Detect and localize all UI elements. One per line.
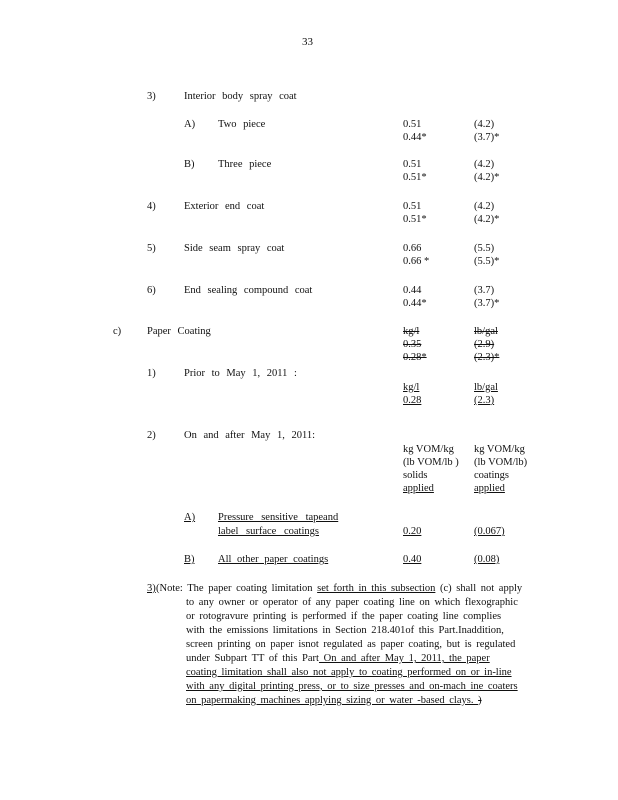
limit-value: 0.28 bbox=[403, 395, 422, 406]
note-text: On and after May 1, 2011, the paper bbox=[318, 653, 490, 664]
header-line: applied bbox=[403, 483, 434, 494]
limit-value: 0.51 bbox=[403, 201, 422, 212]
subitem-label-cont: label surface coatings bbox=[218, 526, 319, 537]
note-number: 3) bbox=[147, 583, 156, 594]
note-line bbox=[156, 582, 522, 595]
header-line: kg VOM/kg bbox=[474, 444, 525, 455]
limit-value-alt: 0.44* bbox=[403, 298, 427, 309]
note-text: (c) shall not apply bbox=[435, 583, 523, 594]
limit-paren-alt: (3.7)* bbox=[474, 298, 500, 309]
item-number: 6) bbox=[147, 285, 156, 296]
header-line: solids bbox=[403, 470, 428, 481]
limit-value-alt: 0.51* bbox=[403, 172, 427, 183]
limit-paren-alt: (3.7)* bbox=[474, 132, 500, 143]
note-text: set forth in this subsection bbox=[317, 583, 436, 594]
limit-paren-alt: (4.2)* bbox=[474, 172, 500, 183]
item-label: Exterior end coat bbox=[184, 201, 265, 212]
limit-value: 0.66 bbox=[403, 243, 422, 254]
note-line bbox=[186, 652, 490, 665]
column-header-coatings bbox=[474, 443, 527, 495]
subitem-label: All other paper coatings bbox=[218, 554, 329, 565]
subitem-letter: B) bbox=[184, 159, 195, 170]
subitem-label: Pressure sensitive tapeand bbox=[218, 512, 339, 523]
limit-value: 0.44 bbox=[403, 285, 422, 296]
header-line: kg VOM/kg bbox=[403, 444, 454, 455]
item-number: 3) bbox=[147, 91, 156, 102]
struck-paren: (2.9) bbox=[474, 339, 495, 350]
item-label: End sealing compound coat bbox=[184, 285, 313, 296]
note-line bbox=[186, 694, 482, 707]
struck-value: 0.35 bbox=[403, 339, 422, 350]
struck-value-alt: 0.28* bbox=[403, 352, 427, 363]
item-number: 5) bbox=[147, 243, 156, 254]
struck-unit: kg/l bbox=[403, 326, 420, 337]
limit-paren-alt: (5.5)* bbox=[474, 256, 500, 267]
limit-value: 0.51 bbox=[403, 119, 422, 130]
note-line: screen printing on paper isnot regulated as paper coating, but is regulated bbox=[186, 639, 516, 650]
limit-value-alt: 0.66 * bbox=[403, 256, 430, 267]
limit-paren: (4.2) bbox=[474, 119, 495, 130]
limit-paren-alt: (4.2)* bbox=[474, 214, 500, 225]
struck-paren-alt: (2.3)* bbox=[474, 352, 500, 363]
section-letter: c) bbox=[113, 326, 122, 337]
header-line: coatings bbox=[474, 470, 509, 481]
note-line: or rotogravure printing is performed if the paper coating line complies bbox=[186, 611, 502, 622]
limit-value-alt: 0.44* bbox=[403, 132, 427, 143]
subitem-label: Two piece bbox=[218, 119, 266, 130]
header-line: (lb VOM/lb ) bbox=[403, 457, 459, 468]
limit-value: 0.51 bbox=[403, 159, 422, 170]
limit-value-alt: 0.51* bbox=[403, 214, 427, 225]
note-line: with any digital printing press, or to size presses and on-mach ine coaters bbox=[186, 681, 518, 692]
note-text: (Note: The paper coating limitation bbox=[156, 583, 318, 594]
item-label: On and after May 1, 2011: bbox=[184, 430, 315, 441]
limit-paren: (0.08) bbox=[474, 554, 500, 565]
header-line: applied bbox=[474, 483, 505, 494]
unit-label: kg/l bbox=[403, 382, 420, 393]
note-line: to any owner or operator of any paper coating line on which flexographic bbox=[186, 597, 518, 608]
note-line: with the emissions limitations in Section 218.401of this Part.Inaddition, bbox=[186, 625, 504, 636]
item-label: Side seam spray coat bbox=[184, 243, 285, 254]
page-number: 33 bbox=[302, 36, 313, 48]
note-line: coating limitation shall also not apply to coating performed on or in-line bbox=[186, 667, 512, 678]
header-line: (lb VOM/lb) bbox=[474, 457, 528, 468]
limit-paren: (3.7) bbox=[474, 285, 495, 296]
subitem-letter: A) bbox=[184, 119, 196, 130]
item-number: 2) bbox=[147, 430, 156, 441]
unit-label: lb/gal bbox=[474, 382, 498, 393]
limit-paren: (0.067) bbox=[474, 526, 505, 537]
item-number: 4) bbox=[147, 201, 156, 212]
limit-value: 0.20 bbox=[403, 526, 422, 537]
subitem-label: Three piece bbox=[218, 159, 272, 170]
note-text: on papermaking machines applying sizing or water -based clays. bbox=[186, 695, 479, 706]
struck-unit: lb/gal bbox=[474, 326, 498, 337]
limit-paren: (5.5) bbox=[474, 243, 495, 254]
section-label: Paper Coating bbox=[147, 326, 211, 337]
limit-paren: (2.3) bbox=[474, 395, 495, 406]
note-text: under Subpart TT of this Part bbox=[186, 653, 319, 664]
item-number: 1) bbox=[147, 368, 156, 379]
note-text: ) bbox=[478, 695, 482, 706]
item-label: Prior to May 1, 2011 : bbox=[184, 368, 297, 379]
limit-paren: (4.2) bbox=[474, 159, 495, 170]
subitem-letter: A) bbox=[184, 512, 196, 523]
limit-paren: (4.2) bbox=[474, 201, 495, 212]
column-header-solids bbox=[403, 443, 459, 495]
limit-value: 0.40 bbox=[403, 554, 422, 565]
subitem-letter: B) bbox=[184, 554, 195, 565]
item-label: Interior body spray coat bbox=[184, 91, 297, 102]
